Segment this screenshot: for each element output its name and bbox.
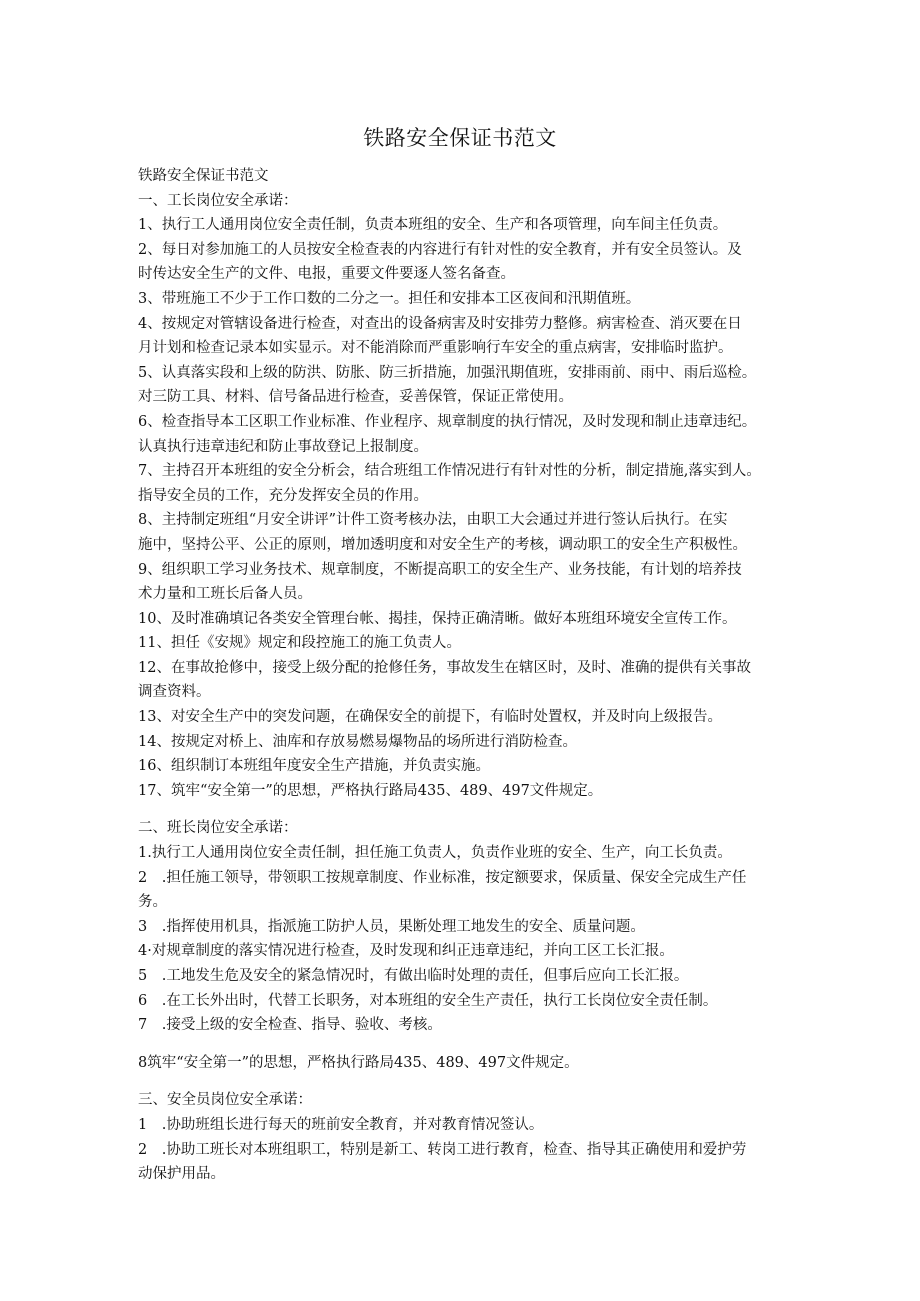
section-3-line: 1 .协助班组长进行每天的班前安全教育，并对教育情况签认。: [138, 1116, 544, 1133]
section-1-line: 认真执行违章违纪和防止事故登记上报制度。: [138, 438, 428, 455]
section-1-line: 指导安全员的工作，充分发挥安全员的作用。: [138, 487, 428, 504]
section-gap: [138, 1075, 794, 1088]
section-1-line: 6、检查指导本工区职工作业标准、作业程序、规章制度的执行情况，及时发现和制止违章违纪。: [138, 413, 757, 430]
section-2-line: 7 .接受上级的安全检查、指导、验收、考核。: [138, 1017, 442, 1034]
section-3-line: 动保护用品。: [138, 1166, 225, 1183]
section-1-line: 1、执行工人通用岗位安全责任制，负责本班组的安全、生产和各项管理，向车间主任负责。: [138, 217, 728, 234]
section-2-line: 5 .工地发生危及安全的紧急情况时，有做出临时处理的责任，但事后应向工长汇报。: [138, 968, 689, 984]
section-1-line: 14、按规定对桥上、油库和存放易燃易爆物品的场所进行消防检查。: [138, 733, 577, 750]
section-2-line: 4·对规章制度的落实情况进行检查，及时发现和纠正违章违纪，并向工区工长汇报。: [138, 943, 674, 960]
section-1-line: 施中，坚持公平、公正的原则，增加透明度和对安全生产的考核，调动职工的安全生产积极性。: [138, 536, 747, 553]
section-2-line: 2 .担任施工领导，带领职工按规章制度、作业标准，按定额要求，保质量、保安全完成生产任: [138, 869, 747, 886]
section-1-line: 3、带班施工不少于工作口数的二分之一。担任和安排本工区夜间和汛期值班。: [138, 290, 641, 307]
section-1-line: 12、在事故抢修中，接受上级分配的抢修任务，事故发生在辖区时，及时、准确的提供有关事故: [138, 659, 751, 676]
section-3-line: 2 .协助工班长对本班组职工，特别是新工、转岗工进行教育，检查、指导其正确使用和爱护劳: [138, 1141, 747, 1158]
section-1-heading: 一、工长岗位安全承诺：: [138, 192, 298, 209]
document-body: [138, 164, 794, 1187]
section-1-line: 17、筑牢“安全第一”的思想，严格执行路局435、489、497文件规定。: [138, 782, 603, 799]
section-1-line: 13、对安全生产中的突发问题，在确保安全的前提下，有临时处置权，并及时向上级报告。: [138, 709, 722, 726]
section-1-line: 术力量和工班长后备人员。: [138, 586, 312, 603]
section-gap: [138, 803, 794, 816]
section-3-heading: 三、安全员岗位安全承诺：: [138, 1092, 312, 1109]
section-1-line: 4、按规定对管辖设备进行检查，对查出的设备病害及时安排劳力整修。病害检查、消灭要在日: [138, 315, 742, 332]
section-2-line: 6 .在工长外出时，代替工长职务，对本班组的安全生产责任，执行工长岗位安全责任制。: [138, 992, 718, 1009]
section-2-line: 务。: [138, 894, 167, 911]
section-1-line: 月计划和检查记录本如实显示。对不能消除而严重影响行车安全的重点病害，安排临时监护。: [138, 340, 733, 357]
section-1-line: 2、每日对参加施工的人员按安全检查表的内容进行有针对性的安全教育，并有安全员签认。及: [138, 241, 742, 258]
section-gap: [138, 1038, 794, 1051]
section-1-line: 10、及时准确填记各类安全管理台帐、揭挂，保持正确清晰。做好本班组环境安全宣传工作。: [138, 610, 737, 627]
section-1-line: 调查资料。: [138, 684, 211, 701]
section-2-line: 1.执行工人通用岗位安全责任制，担任施工负责人，负责作业班的安全、生产，向工长负责。: [138, 845, 732, 862]
section-1-line: 5、认真落实段和上级的防洪、防胀、防三折措施，加强汛期值班，安排雨前、雨中、雨后巡检。: [138, 364, 757, 381]
section-1-line: 11、担任《安规》规定和段控施工的施工负责人。: [138, 635, 461, 652]
section-1-line: 9、组织职工学习业务技术、规章制度，不断提高职工的安全生产、业务技能，有计划的培养技: [138, 561, 742, 578]
section-2-line: 3 .指挥使用机具，指派施工防护人员，果断处理工地发生的安全、质量问题。: [138, 918, 645, 935]
section-1-line: 时传达安全生产的文件、电报，重要文件要逐人签名备查。: [138, 266, 515, 283]
section-2-heading: 二、班长岗位安全承诺：: [138, 820, 298, 837]
section-2-last-line: 8筑牢“安全第一”的思想，严格执行路局435、489、497文件规定。: [138, 1054, 579, 1071]
section-1-line: 8、主持制定班组“月安全讲评”计件工资考核办法，由职工大会通过并进行签认后执行。在实: [138, 512, 728, 529]
document-subtitle: 铁路安全保证书范文: [138, 168, 269, 184]
document-title: 铁路安全保证书范文: [363, 126, 557, 150]
section-1-line: 7、主持召开本班组的安全分析会，结合班组工作情况进行有针对性的分析，制定措施,落实到人。: [138, 463, 761, 480]
section-1-line: 16、组织制订本班组年度安全生产措施，并负责实施。: [138, 758, 490, 775]
section-1-line: 对三防工具、材料、信号备品进行检查，妥善保管，保证正常使用。: [138, 389, 573, 406]
